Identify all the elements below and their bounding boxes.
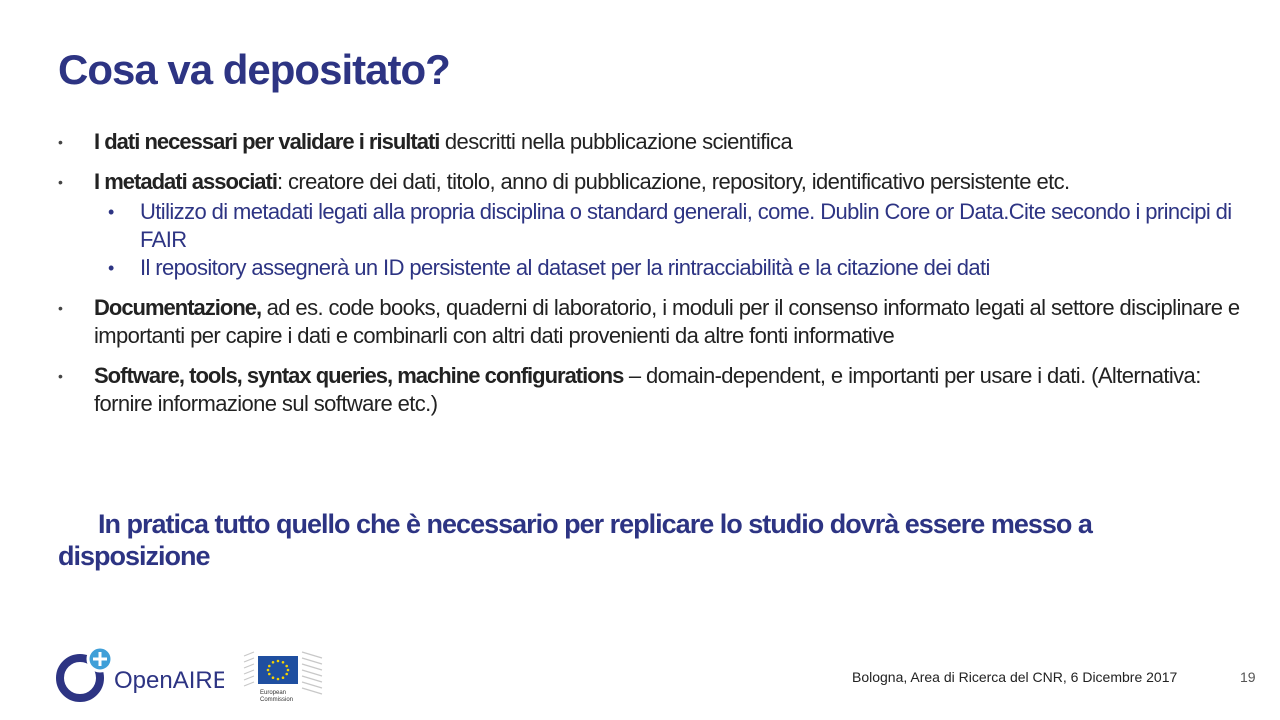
list-item — [58, 128, 1258, 156]
sub-bullet-text: Il repository assegnerà un ID persistente al dataset per la rintracciabilità e la citazione dei dati — [140, 255, 990, 280]
sub-bullet-icon: • — [108, 258, 114, 278]
list-item — [58, 168, 1258, 196]
bullet-icon: • — [58, 368, 63, 384]
conclusion-text: In pratica tutto quello che è necessario per replicare lo studio dovrà essere messo a disposizione — [58, 509, 1092, 571]
sub-bullet-icon: • — [108, 202, 114, 222]
bullet-bold: Software, tools, syntax queries, machine configurations — [94, 363, 624, 388]
bullet-icon: • — [58, 134, 63, 150]
page-title: Cosa va depositato? — [58, 46, 450, 93]
bullet-bold: I metadati associati — [94, 169, 277, 194]
openaire-logo-text: OpenAIRE — [114, 667, 224, 694]
page-number: 19 — [1240, 669, 1256, 685]
sub-bullet-list — [58, 198, 1258, 282]
bullet-text: : creatore dei dati, titolo, anno di pubblicazione, repository, identificativo persistente etc. — [276, 169, 1070, 194]
bullet-icon: • — [58, 300, 63, 316]
sub-list-item — [94, 198, 1258, 254]
list-item — [58, 294, 1258, 350]
ec-logo-text-2: Commission — [260, 697, 294, 703]
bullet-bold: Documentazione, — [94, 295, 262, 320]
footer-text: Bologna, Area di Ricerca del CNR, 6 Dicembre 2017 — [852, 669, 1178, 685]
bullet-list — [58, 128, 1258, 430]
bullet-text: – domain-dependent, e importanti per usare i dati. (Alternativa: fornire informazione sul software etc.) — [94, 363, 1201, 416]
ec-logo-text-1: European — [260, 690, 287, 696]
european-commission-logo — [242, 650, 326, 711]
list-item — [58, 362, 1258, 418]
bullet-icon: • — [58, 174, 63, 190]
bullet-text: descritti nella pubblicazione scientifica — [439, 129, 793, 154]
bullet-bold: I dati necessari per validare i risultati — [94, 129, 440, 154]
sub-list-item — [94, 254, 1258, 282]
bullet-text: ad es. code books, quaderni di laboratorio, i moduli per il consenso informato legati al settore disciplinare e importanti per capire i dati e combinarli con altri dati provenienti da altre fonti informative — [94, 295, 1240, 348]
sub-bullet-text: Utilizzo di metadati legati alla propria disciplina o standard generali, come. Dublin Core or Data.Cite secondo i principi di FAIR — [140, 199, 1232, 252]
openaire-logo — [54, 646, 224, 711]
ec-logo-icon — [242, 650, 326, 706]
openaire-logo-icon — [54, 646, 224, 706]
